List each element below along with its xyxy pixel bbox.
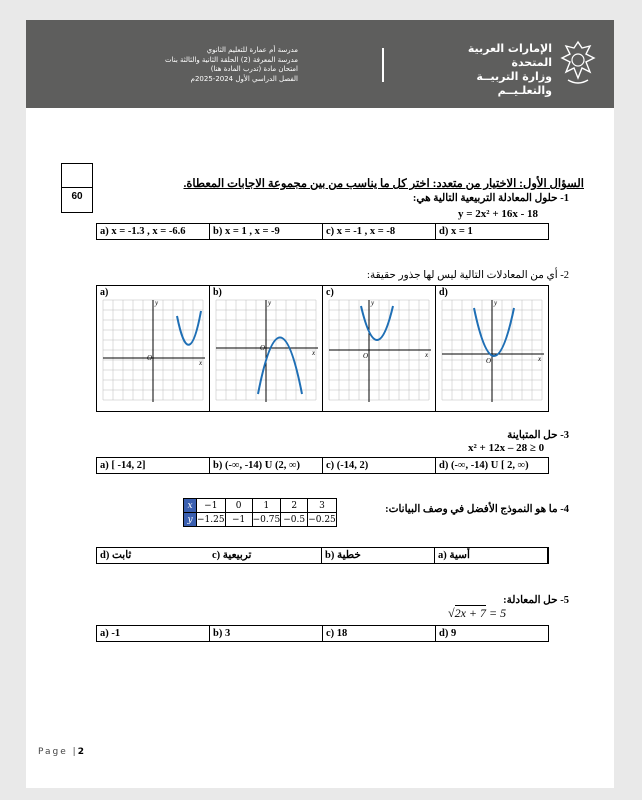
q4-y-header: y (184, 513, 197, 527)
svg-text:x: x (425, 351, 429, 359)
q4-x-header: x (184, 499, 197, 513)
q3-option-a[interactable]: a) [ -14, 2] (97, 458, 210, 473)
q4-option-d[interactable]: d) ثابت (100, 550, 132, 561)
school-line2: مدرسة المعرفة (2) الحلقة الثانية والثالثة بنات (164, 55, 298, 64)
q5-option-c[interactable]: c) 18 (323, 626, 436, 641)
q4-x-cell: 3 (308, 499, 337, 513)
q2-graph-d[interactable] (436, 286, 548, 411)
header-divider (382, 48, 384, 82)
q4-y-cell: −1 (225, 513, 252, 527)
q1-equation: y = 2x² + 16x - 18 (458, 208, 538, 220)
q5-option-b[interactable]: b) 3 (210, 626, 323, 641)
q4-x-row (184, 499, 337, 513)
q3-option-b[interactable]: b) (-∞, -14) U (2, ∞) (210, 458, 323, 473)
q3-option-c[interactable]: c) (-14, 2) (323, 458, 436, 473)
q2-prompt: 2- أي من المعادلات التالية ليس لها جذور حقيقة: (367, 270, 569, 281)
score-value: 60 (71, 191, 83, 202)
q5-prompt: 5- حل المعادلة: (503, 595, 569, 606)
q5-option-d[interactable]: d) 9 (439, 628, 457, 639)
page-number: 2 (77, 747, 84, 757)
q4-x-cell: 2 (281, 499, 308, 513)
exam-page (26, 20, 614, 788)
q3-option-d[interactable]: d) (-∞, -14) U [ 2, ∞) (439, 460, 529, 471)
q2-graph-a[interactable] (97, 286, 210, 411)
q1-option-c[interactable]: c) x = -1 , x = -8 (323, 224, 436, 239)
score-box (61, 163, 93, 213)
q1-option-b[interactable]: b) x = 1 , x = -9 (210, 224, 323, 239)
q5-option-a[interactable]: a) -1 (97, 626, 210, 641)
q2-label-d: d) (439, 287, 448, 298)
q5-equation (448, 606, 506, 621)
sqrt-icon: √ (448, 606, 455, 620)
svg-text:x: x (199, 359, 203, 367)
q4-x-cell: 0 (225, 499, 252, 513)
uae-emblem-icon (558, 38, 598, 88)
q4-options (96, 547, 549, 564)
page-header (26, 20, 614, 108)
ministry-line1: الإمارات العربية المتحدة (467, 42, 552, 69)
q2-graphs (96, 285, 549, 412)
svg-text:y: y (155, 299, 159, 307)
svg-text:O: O (147, 354, 153, 362)
q4-y-cell: −0.5 (281, 513, 308, 527)
svg-text:y: y (371, 299, 375, 307)
q4-y-cell: −1.25 (197, 514, 225, 525)
q5-rhs: = 5 (486, 606, 507, 620)
svg-text:O: O (363, 352, 369, 360)
svg-text:y: y (268, 299, 272, 307)
q2-graph-a-plot (97, 286, 209, 411)
q1-options (96, 223, 549, 240)
q4-x-cell: −1 (197, 499, 226, 513)
svg-text:x: x (312, 349, 316, 357)
q2-graph-d-plot (436, 286, 548, 411)
q5-options (96, 625, 549, 642)
q4-data-table (183, 498, 337, 527)
q2-label-b: b) (213, 287, 222, 298)
svg-text:O: O (486, 357, 492, 365)
svg-text:x: x (538, 355, 542, 363)
svg-text:O: O (260, 344, 266, 352)
page-label: Page | (38, 747, 78, 757)
q1-option-d[interactable]: d) x = 1 (439, 226, 473, 237)
page-footer (38, 747, 84, 757)
q4-prompt: 4- ما هو النموذج الأفضل في وصف البيانات: (385, 504, 569, 515)
q4-x-cell: 1 (252, 499, 281, 513)
school-info (48, 46, 298, 84)
q3-options (96, 457, 549, 474)
q4-y-cell: −0.75 (252, 514, 281, 525)
school-line3: امتحان مادة (تدرب المادة هنا) (210, 65, 298, 73)
q2-graph-b[interactable] (210, 286, 323, 411)
q3-prompt: 3- حل المتباينة (507, 430, 569, 441)
ministry-name (432, 42, 552, 98)
q2-label-a: a) (100, 287, 109, 298)
q2-graph-b-plot (210, 286, 322, 411)
school-line4: الفصل الدراسي الأول 2024-2025م (190, 74, 298, 83)
q5-radicand: 2x + 7 (454, 606, 487, 620)
q4-option-a[interactable]: a) أسية (435, 548, 548, 563)
section-title: السؤال الأول: الاختيار من متعدد: اختر كل ما يناسب من بين مجموعة الاجابات المعطاة. (183, 178, 584, 190)
svg-text:y: y (494, 299, 498, 307)
school-line1: مدرسة أم عمارة للتعليم الثانوي (206, 46, 298, 54)
q1-prompt: 1- حلول المعادلة التربيعية التالية هي: (412, 193, 569, 204)
q4-y-row (184, 513, 337, 527)
q4-y-cell: −0.25 (308, 514, 336, 525)
q2-label-c: c) (326, 287, 334, 298)
q3-inequality: x² + 12x – 28 ≥ 0 (468, 442, 545, 454)
q1-option-a[interactable]: a) x = -1.3 , x = -6.6 (97, 224, 210, 239)
q4-option-c[interactable]: c) تربيعية (209, 548, 322, 563)
q4-option-b[interactable]: b) خطية (322, 548, 435, 563)
ministry-line2: وزارة التربيــة والتعلـيــم (476, 70, 552, 97)
q2-graph-c[interactable] (323, 286, 436, 411)
q2-graph-c-plot (323, 286, 435, 411)
